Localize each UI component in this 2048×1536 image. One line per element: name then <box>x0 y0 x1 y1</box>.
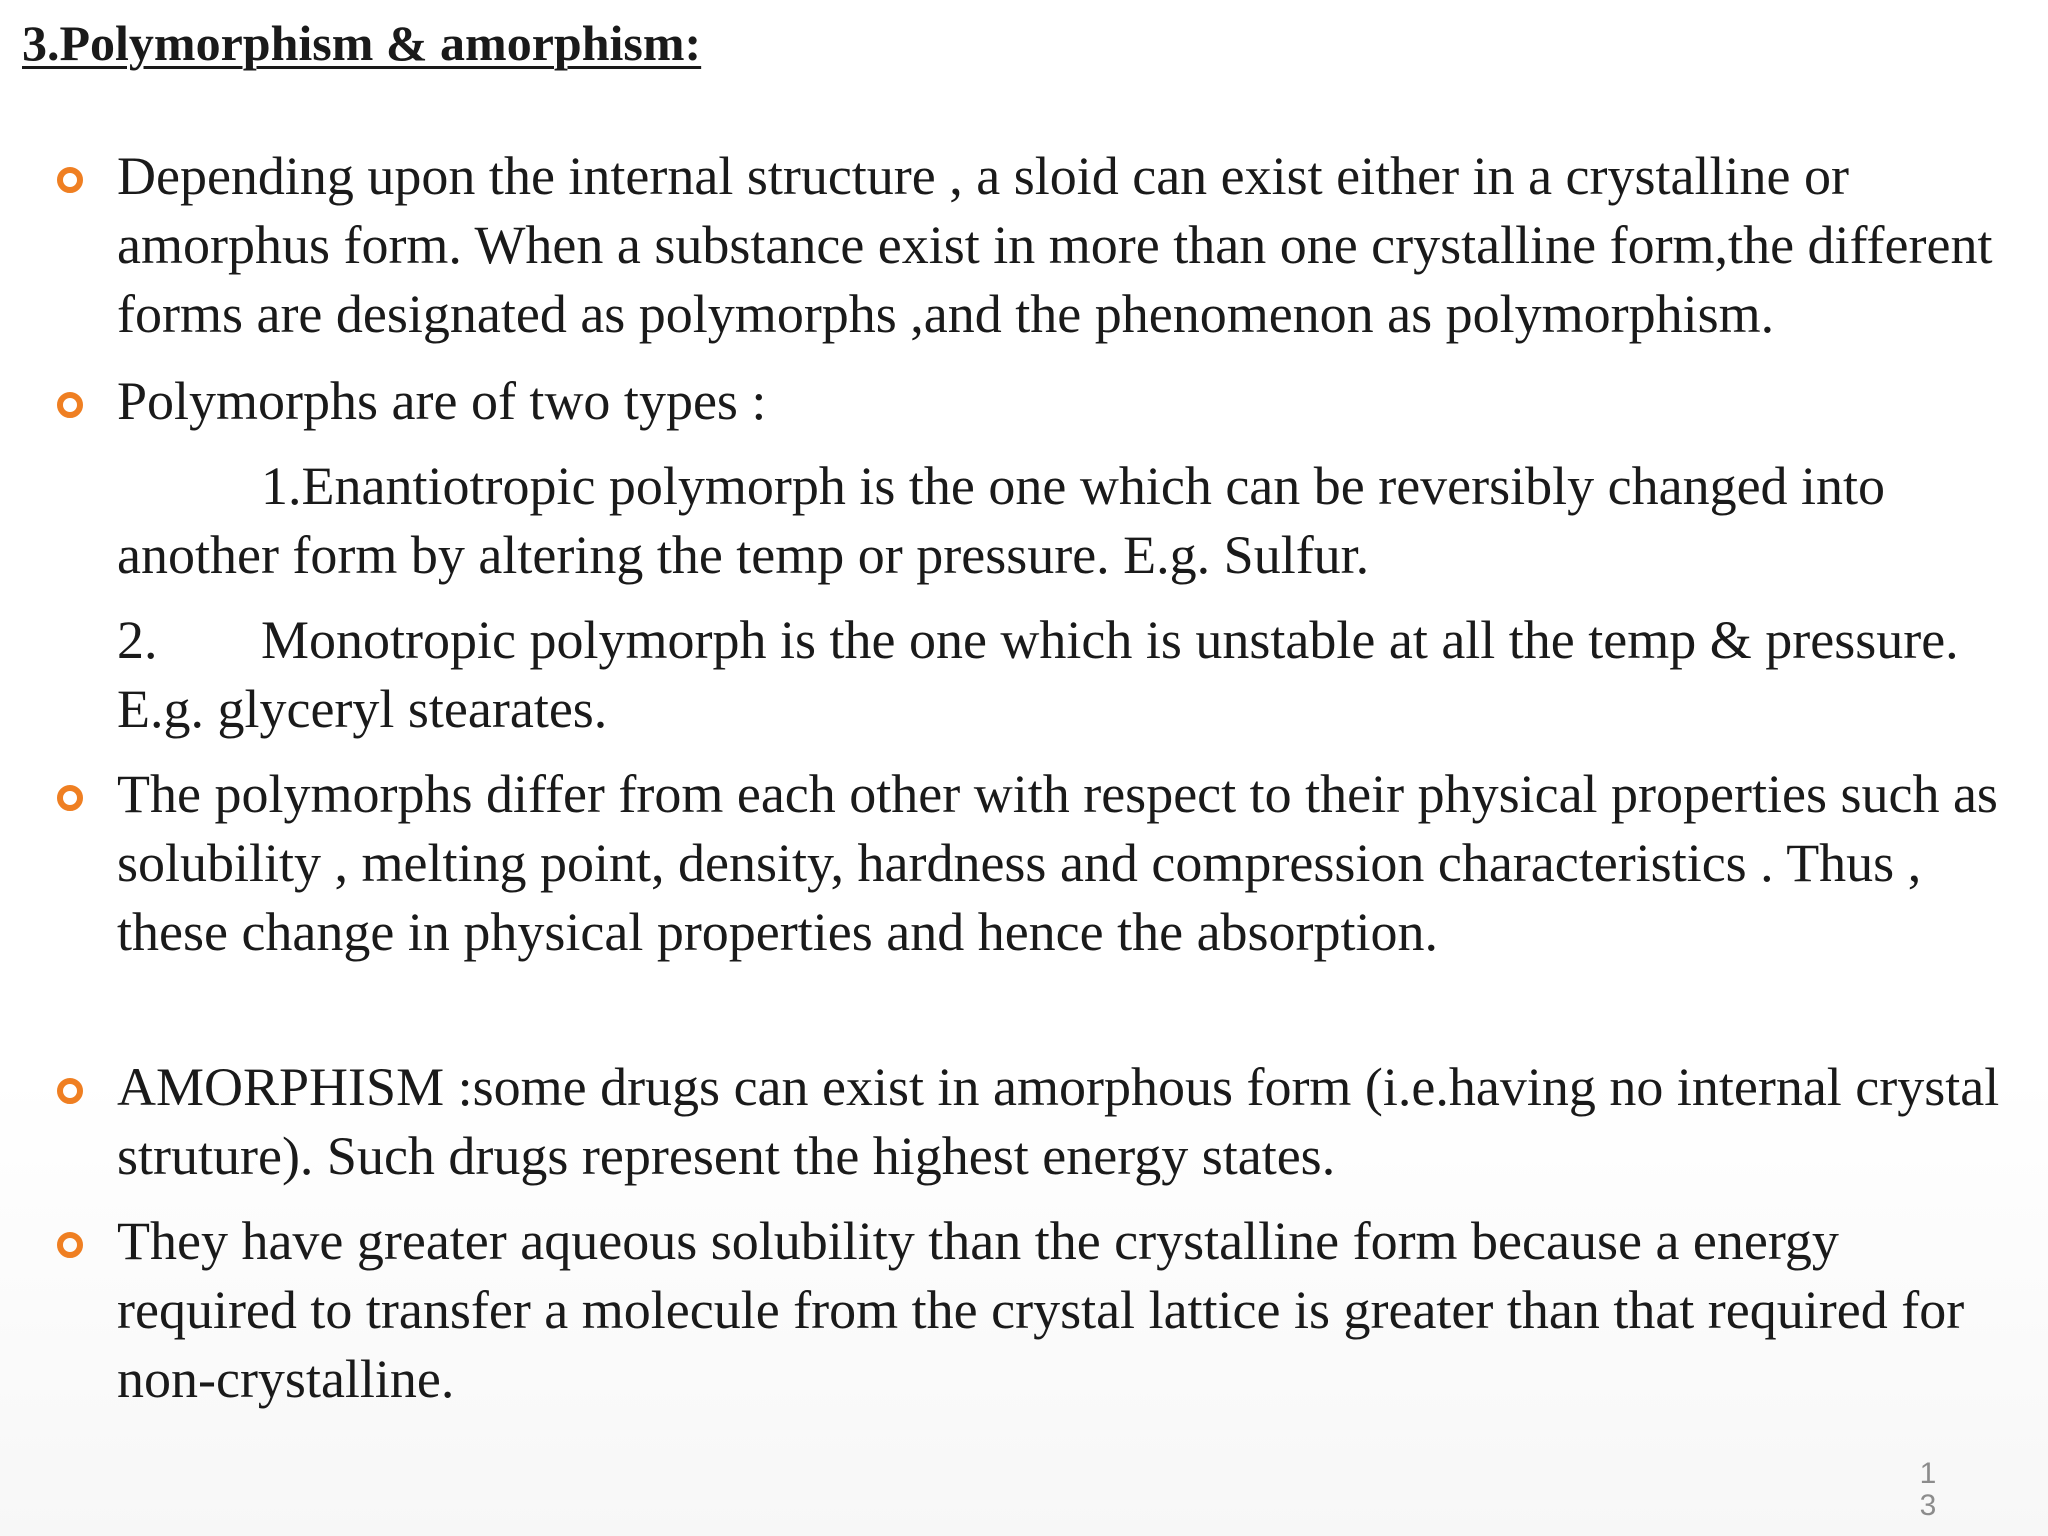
bullet-item <box>0 1207 2030 1414</box>
bullet-text: Depending upon the internal structure , a sloid can exist either in a crystalline or amorphus form. When a substance exist in more than one crystalline form,the different forms are designated as polymorphs ,and the phenomenon as polymorphism. <box>117 146 1993 344</box>
circle-bullet-icon <box>57 785 83 811</box>
type-number: 2. <box>117 610 158 670</box>
bullet-text: The polymorphs differ from each other with respect to their physical properties such as solubility , melting point, density, hardness and compression characteristics . Thus , these change in physical properties and hence the absorption. <box>117 764 1998 962</box>
bullet-item <box>0 1053 2030 1191</box>
bullet-item <box>0 367 2030 436</box>
polymorph-type-item <box>0 452 2030 590</box>
bullet-text: AMORPHISM :some drugs can exist in amorphous form (i.e.having no internal crystal struture). Such drugs represent the highest energy states. <box>117 1057 2000 1186</box>
bullet-item <box>0 142 2030 349</box>
slide-content <box>0 142 2030 1414</box>
type-text: Monotropic polymorph is the one which is unstable at all the temp & pressure. E.g. glyceryl stearates. <box>117 610 1959 739</box>
page-number <box>1916 1458 1940 1522</box>
type-number: 1. <box>261 456 302 516</box>
type-text: Enantiotropic polymorph is the one which can be reversibly changed into another form by altering the temp or pressure. E.g. Sulfur. <box>117 456 1886 585</box>
circle-bullet-icon <box>57 1078 83 1104</box>
circle-bullet-icon <box>57 392 83 418</box>
circle-bullet-icon <box>57 1232 83 1258</box>
slide-title: 3.Polymorphism & amorphism: <box>22 15 702 71</box>
polymorph-type-item <box>0 606 2030 744</box>
bullet-item <box>0 760 2030 967</box>
bullet-text: They have greater aqueous solubility than the crystalline form because a energy required to transfer a molecule from the crystal lattice is greater than that required for non-crystalline. <box>117 1211 1965 1409</box>
circle-bullet-icon <box>57 167 83 193</box>
bullet-text: Polymorphs are of two types : <box>117 371 767 431</box>
page-number-digit: 1 <box>1919 1457 1937 1490</box>
page-number-digit: 3 <box>1919 1489 1937 1522</box>
